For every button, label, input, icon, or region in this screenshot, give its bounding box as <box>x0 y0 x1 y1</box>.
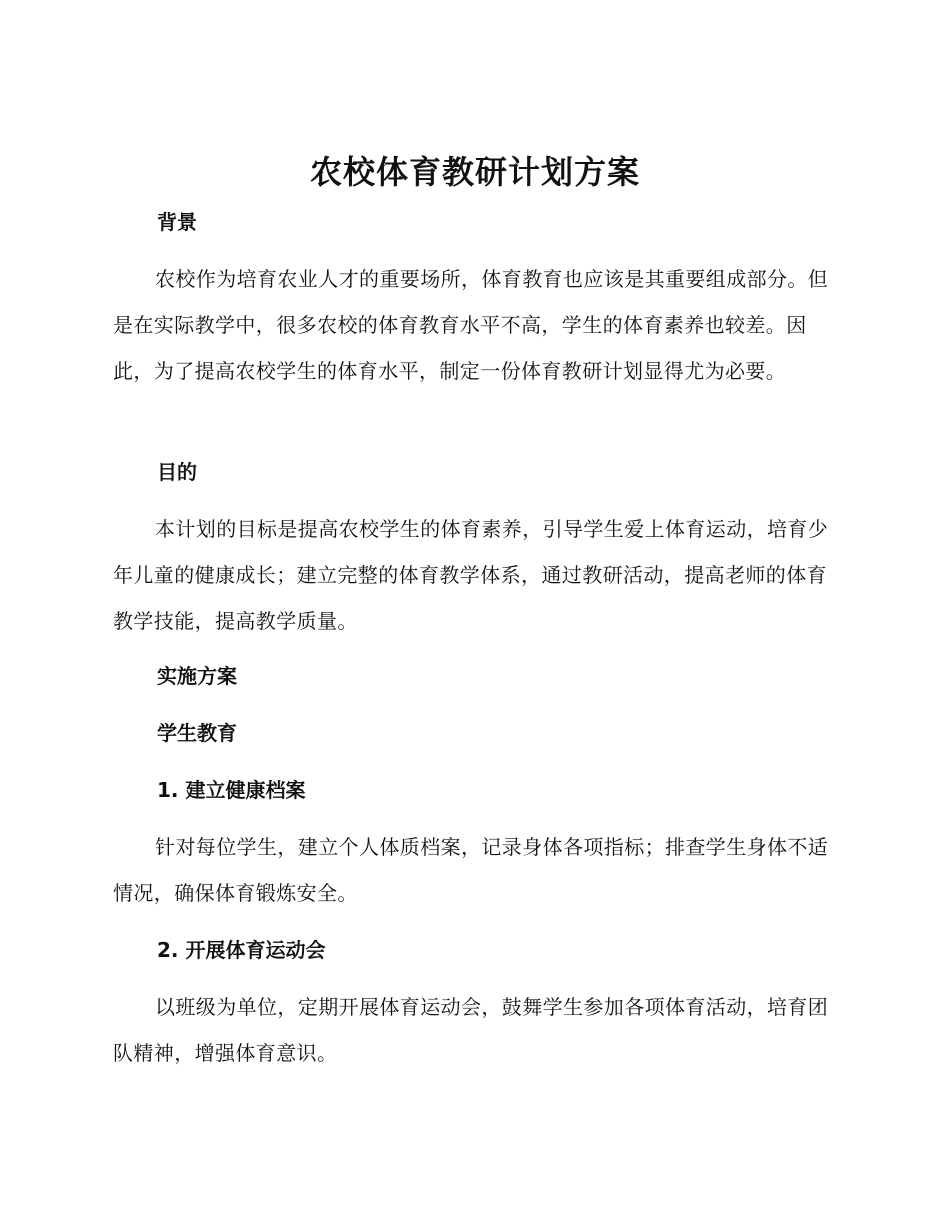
document-title: 农校体育教研计划方案 <box>309 153 640 191</box>
health-record-heading: 1. 建立健康档案 <box>157 778 306 802</box>
student-education-heading: 学生教育 <box>157 721 237 745</box>
background-paragraph: 农校作为培育农业人才的重要场所，体育教育也应该是其重要组成部分。但是在实际教学中，很多农校的体育教育水平不高，学生的体育素养也较差。因此，为了提高农校学生的体育水平，制定一份体育教研计划显得尤为必要。 <box>113 267 829 383</box>
purpose-paragraph: 本计划的目标是提高农校学生的体育素养，引导学生爱上体育运动，培育少年儿童的健康成长；建立完整的体育教学体系，通过教研活动，提高老师的体育教学技能，提高教学质量。 <box>113 517 829 633</box>
sports-meet-heading: 2. 开展体育运动会 <box>157 938 326 962</box>
background-heading: 背景 <box>157 210 197 234</box>
health-record-paragraph: 针对每位学生，建立个人体质档案，记录身体各项指标；排查学生身体不适情况，确保体育锻炼安全。 <box>113 835 829 905</box>
plan-heading: 实施方案 <box>157 664 237 688</box>
purpose-heading: 目的 <box>157 460 197 484</box>
sports-meet-paragraph: 以班级为单位，定期开展体育运动会，鼓舞学生参加各项体育活动，培育团队精神，增强体育意识。 <box>113 995 829 1065</box>
